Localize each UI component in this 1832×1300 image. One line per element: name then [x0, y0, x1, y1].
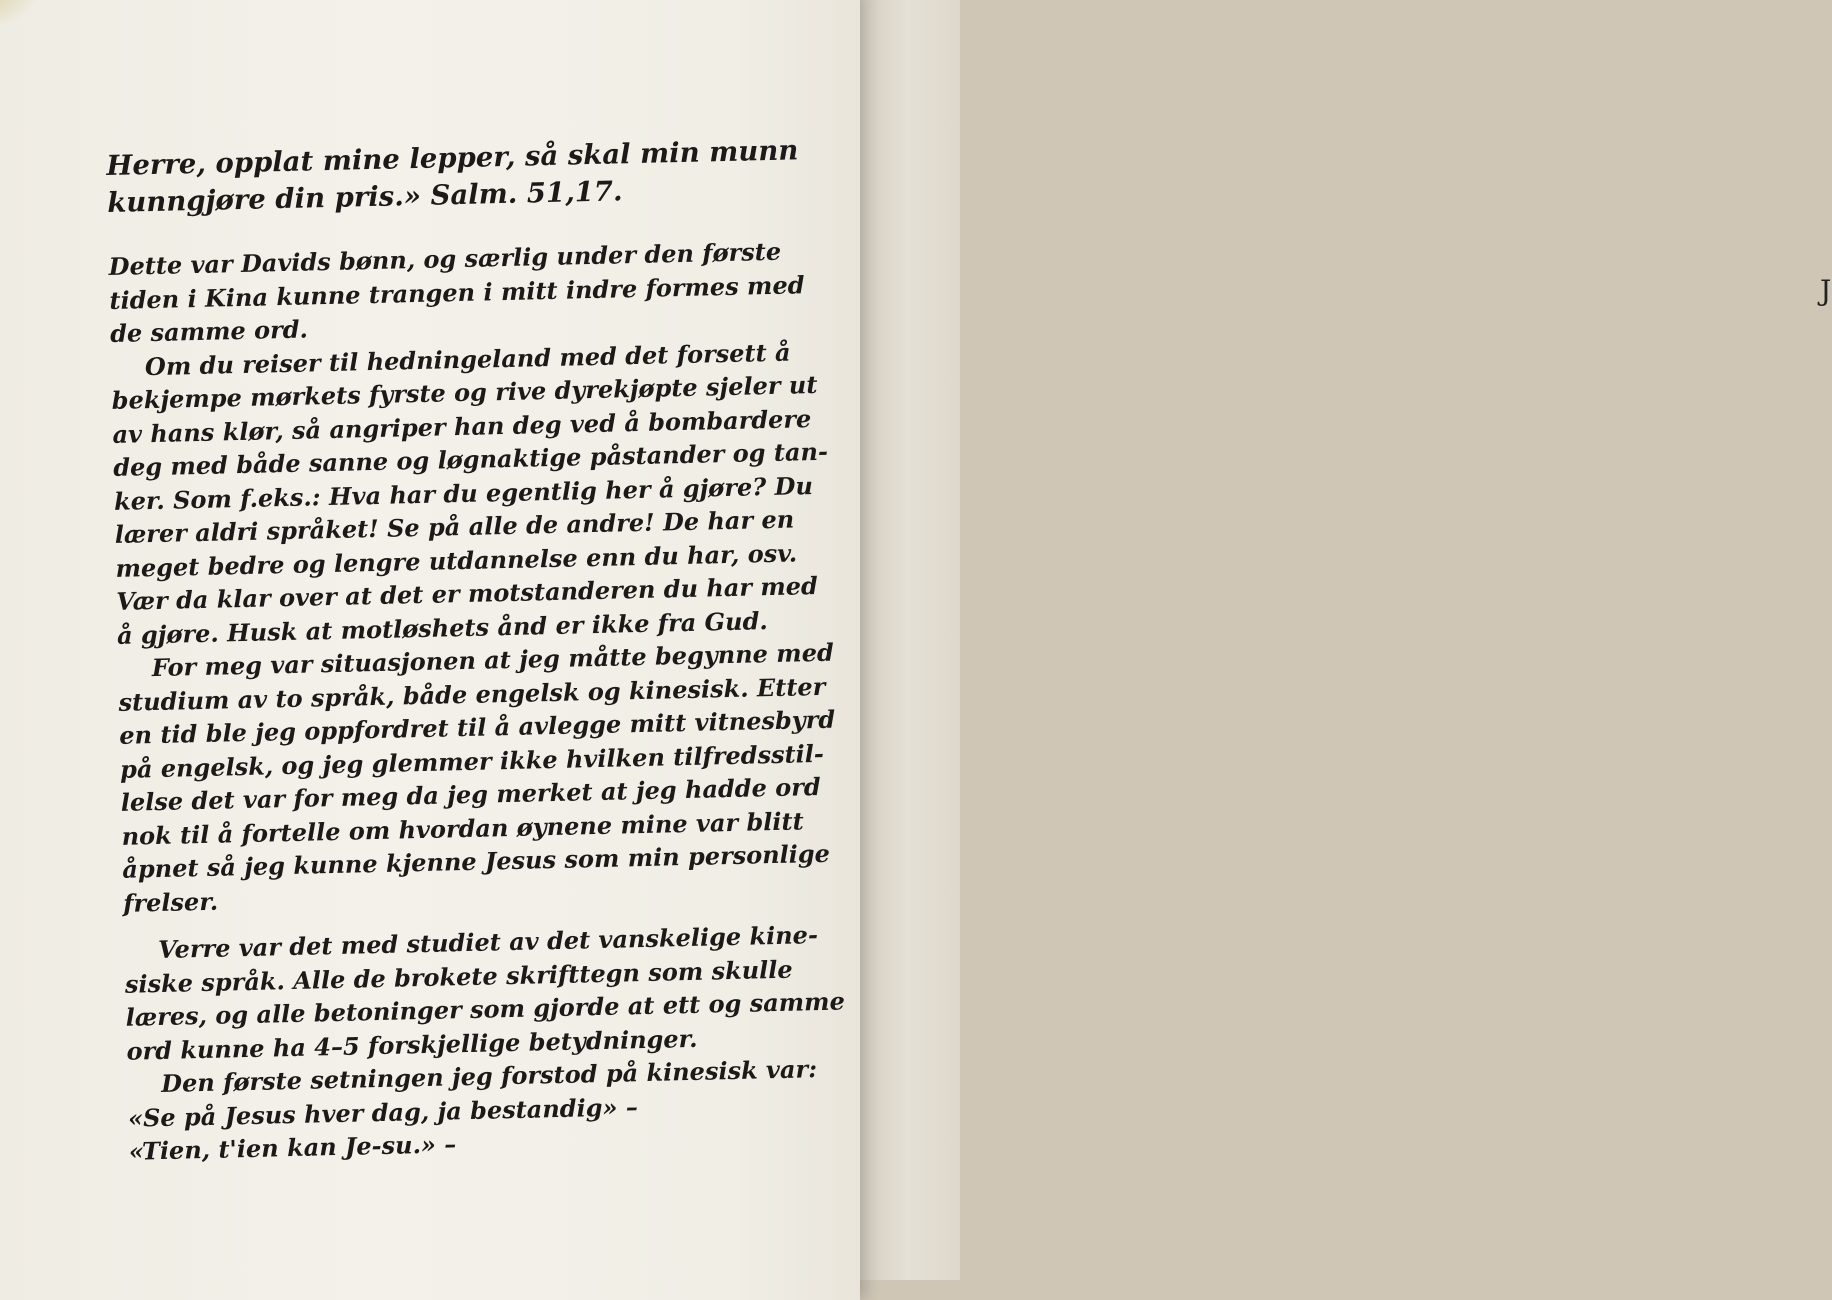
text-line: «Se på Jesus hver dag, ja bestandig» –: [127, 1091, 639, 1133]
text-line: ker. Som f.eks.: Hva har du egentlig her å gjøre? Du: [113, 470, 814, 516]
text-line: studium av to språk, både engelsk og kinesisk. Etter: [118, 671, 826, 717]
paragraph-4: [124, 918, 846, 1068]
next-page-glyph: J: [1820, 274, 1832, 307]
text-line: tiden i Kina kunne trangen i mitt indre formes med: [109, 269, 805, 315]
paragraph-1: [108, 234, 810, 350]
text-line: lærer aldri språket! Se på alle de andre! De har en: [114, 504, 795, 549]
text-line: Vær da klar over at det er motstanderen du har med: [115, 570, 819, 616]
text-line: på engelsk, og jeg glemmer ikke hvilken tilfredsstil-: [119, 738, 825, 784]
text-line: av hans klør, så angriper han deg ved å bombardere: [112, 403, 812, 449]
text-line: Den første setningen jeg forstod på kinesisk var:: [160, 1054, 818, 1098]
text-line: ord kunne ha 4–5 forskjellige betydninger.: [126, 1023, 698, 1066]
paragraph-3: [117, 636, 836, 920]
text-line: åpnet så jeg kunne kjenne Jesus som min personlige: [122, 838, 831, 884]
text-line: «Tien, t'ien kan Je-su.» –: [128, 1129, 457, 1166]
text-line: Om du reiser til hedningeland med det forsett å: [144, 337, 791, 381]
paragraph-5: [127, 1052, 829, 1168]
text-line: For meg var situasjonen at jeg måtte begynne med: [151, 637, 835, 683]
text-line: bekjempe mørkets fyrste og rive dyrekjøpte sjeler ut: [111, 369, 818, 415]
text-line: læres, og alle betoninger som gjorde at ett og samme: [125, 986, 846, 1032]
text-line: frelser.: [122, 886, 219, 918]
psalm-quote: [106, 132, 807, 222]
paragraph-2: [111, 335, 829, 652]
page-text: [106, 132, 846, 1168]
text-line: deg med både sanne og løgnaktige påstander og tan-: [112, 436, 829, 482]
text-line: nok til å fortelle om hvordan øynene mine var blitt: [121, 805, 804, 851]
text-line: Verre var det med studiet av det vanskelige kine-: [157, 920, 819, 965]
quote-line: Herre, opplat mine lepper, så skal min munn: [106, 134, 799, 182]
text-line: Dette var Davids bønn, og særlig under den første: [108, 236, 782, 281]
text-line: meget bedre og lengre utdannelse enn du har, osv.: [115, 537, 798, 583]
text-line: lelse det var for meg da jeg merket at jeg hadde ord: [120, 771, 821, 817]
quote-line: kunngjøre din pris.» Salm. 51,17.: [106, 175, 623, 219]
next-page-edge: [872, 0, 1832, 1280]
text-line: en tid ble jeg oppfordret til å avlegge mitt vitnesbyrd: [118, 704, 836, 750]
text-line: siske språk. Alle de brokete skrifttegn som skulle: [124, 954, 793, 999]
text-line: å gjøre. Husk at motløshets ånd er ikke fra Gud.: [116, 605, 768, 650]
page-corner-stain: [0, 0, 40, 30]
text-line: de samme ord.: [109, 314, 309, 348]
